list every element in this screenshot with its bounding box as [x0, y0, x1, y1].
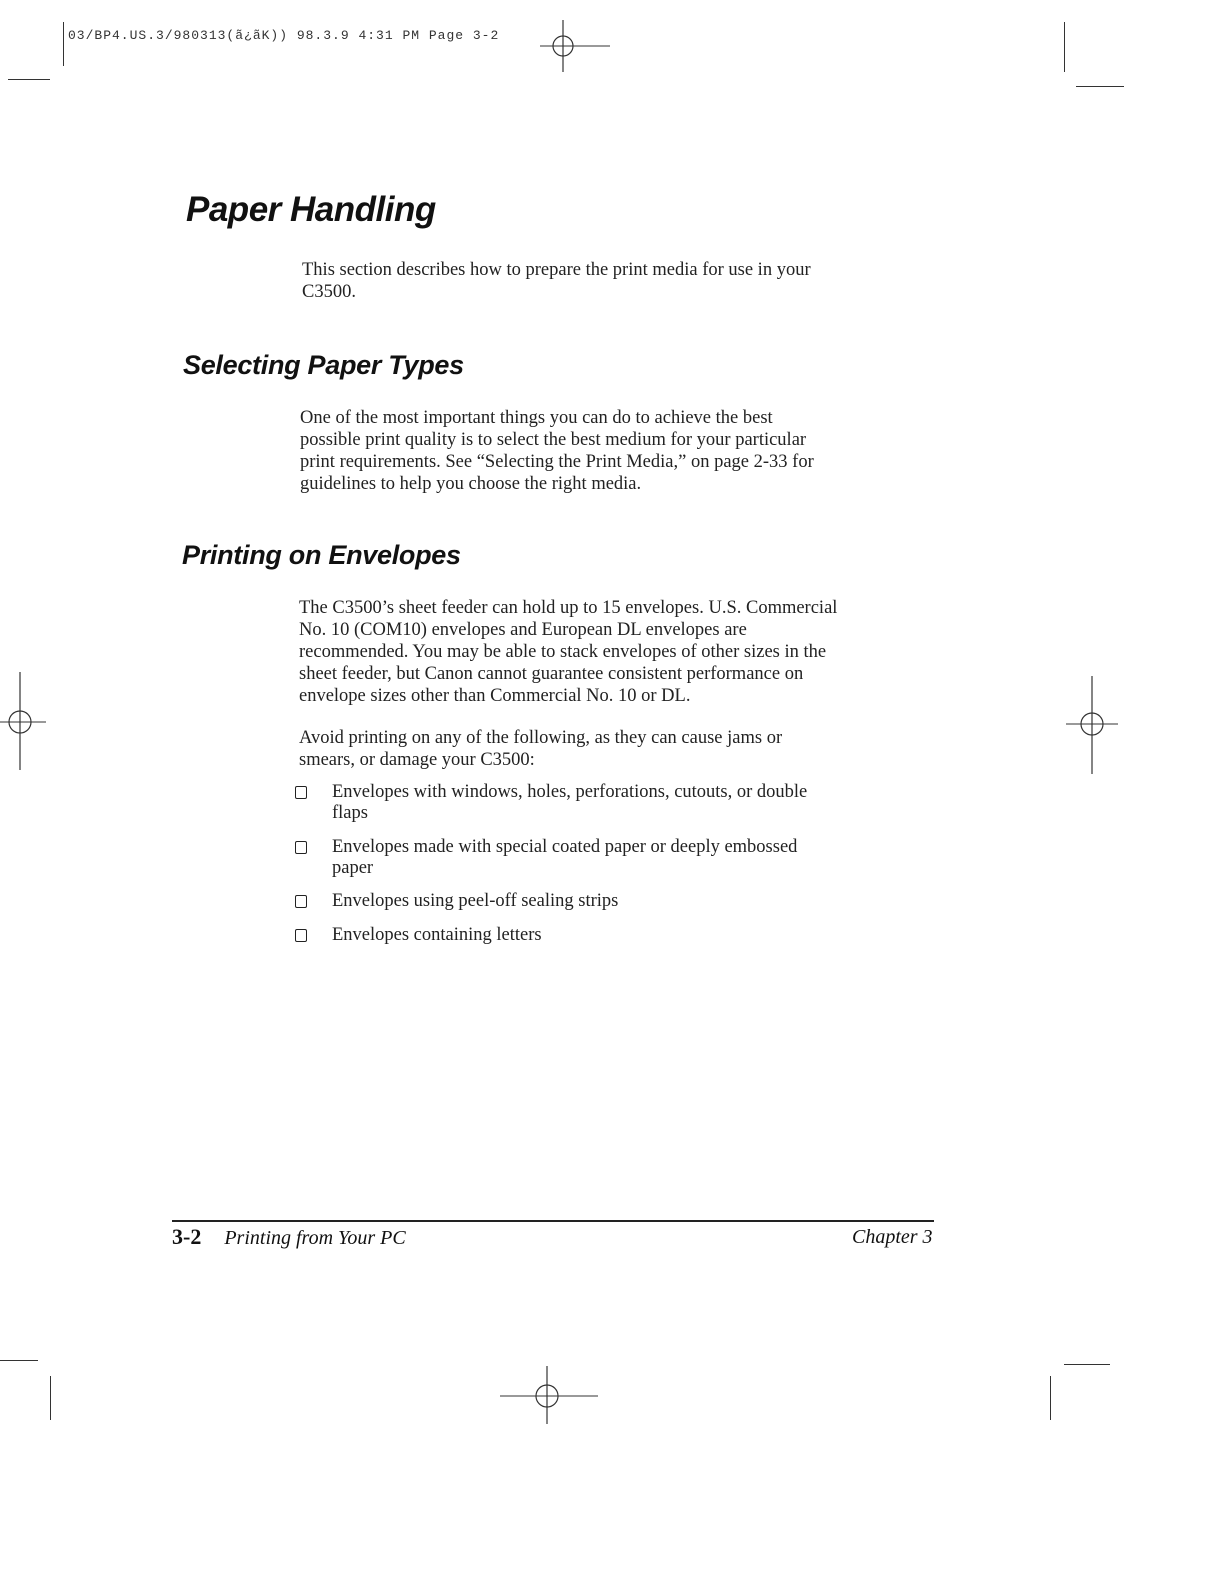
footer-rule — [172, 1220, 934, 1222]
section-paragraph — [300, 407, 940, 495]
crop-mark — [50, 1376, 51, 1420]
intro-paragraph — [302, 259, 942, 303]
text-line: Avoid printing on any of the following, as they can cause jams or — [299, 728, 783, 748]
text-line: C3500. — [302, 282, 356, 302]
registration-mark-top-icon — [540, 18, 620, 74]
page-title: Paper Handling — [186, 190, 436, 229]
text-line: One of the most important things you can do to achieve the best — [300, 408, 773, 428]
text-line: The C3500’s sheet feeder can hold up to 15 envelopes. U.S. Commercial — [299, 598, 838, 618]
text-line: paper — [332, 858, 374, 878]
text-line: guidelines to help you choose the right media. — [300, 474, 642, 494]
registration-mark-left-icon — [0, 672, 48, 772]
crop-mark — [0, 1360, 38, 1361]
registration-mark-right-icon — [1066, 676, 1120, 776]
print-slug: 03/BP4.US.3/980313(ã¿ãK)) 98.3.9 4:31 PM Page 3-2 — [68, 28, 500, 43]
text-line: smears, or damage your C3500: — [299, 750, 535, 770]
text-line: possible print quality is to select the best medium for your particular — [300, 430, 807, 450]
text-line: No. 10 (COM10) envelopes and European DL envelopes are — [299, 620, 747, 640]
list-item — [295, 837, 935, 881]
running-title: Printing from Your PC — [224, 1227, 406, 1249]
registration-mark-bottom-icon — [500, 1366, 600, 1426]
crop-mark — [1050, 1376, 1051, 1420]
checkbox-bullet-icon — [295, 895, 307, 908]
list-item — [295, 782, 935, 826]
section-heading-selecting-paper-types: Selecting Paper Types — [183, 350, 464, 380]
section-paragraph — [299, 597, 949, 707]
crop-mark — [8, 79, 50, 80]
checkbox-bullet-icon — [295, 841, 307, 854]
checkbox-bullet-icon — [295, 786, 307, 799]
crop-mark — [63, 22, 64, 66]
chapter-label: Chapter 3 — [852, 1226, 933, 1248]
text-line: recommended. You may be able to stack envelopes of other sizes in the — [299, 642, 827, 662]
text-line: Envelopes using peel-off sealing strips — [332, 891, 619, 911]
crop-mark — [1064, 22, 1065, 72]
text-line: envelope sizes other than Commercial No. 10 or DL. — [299, 686, 691, 706]
text-line: flaps — [332, 803, 368, 823]
section-heading-printing-on-envelopes: Printing on Envelopes — [182, 540, 461, 570]
crop-mark — [1064, 1364, 1110, 1365]
list-item — [295, 891, 935, 913]
text-line: print requirements. See “Selecting the Print Media,” on page 2-33 for — [300, 452, 814, 472]
text-line: sheet feeder, but Canon cannot guarantee consistent performance on — [299, 664, 804, 684]
text-line: Envelopes with windows, holes, perforations, cutouts, or double — [332, 782, 808, 802]
checkbox-bullet-icon — [295, 929, 307, 942]
footer-left — [172, 1224, 406, 1250]
section-paragraph — [299, 727, 949, 771]
page-number: 3-2 — [172, 1224, 202, 1249]
text-line: This section describes how to prepare the print media for use in your — [302, 260, 811, 280]
crop-mark — [1076, 86, 1124, 87]
list-item — [295, 925, 935, 947]
text-line: Envelopes containing letters — [332, 925, 542, 945]
text-line: Envelopes made with special coated paper or deeply embossed — [332, 837, 798, 857]
